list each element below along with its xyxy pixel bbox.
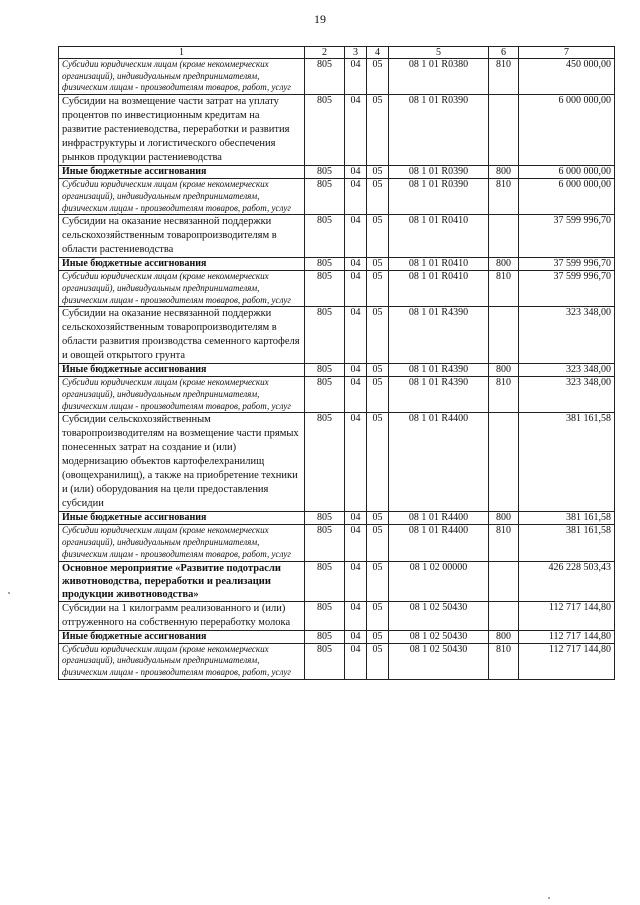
table-row [59,258,615,271]
section-code-cell: 805 [305,601,345,630]
scan-speck [117,213,119,215]
target-article-cell: 08 1 01 R0410 [389,215,489,258]
subsection-code-cell: 04 [345,95,367,166]
amount-cell: 6 000 000,00 [519,95,615,166]
target-article-cell: 08 1 02 50430 [389,601,489,630]
row-name-cell: Субсидии на оказание несвязанной поддержки сельскохозяйственным товаропроизводителям в области развития производства семенного картофеля и овощей открытого грунта [59,307,305,364]
table-row [59,643,615,679]
row-name-cell: Иные бюджетные ассигнования [59,630,305,643]
table-row [59,364,615,377]
table-row [59,179,615,215]
budget-table [58,46,615,680]
subsection-code-cell: 04 [345,561,367,601]
section-code-cell: 805 [305,215,345,258]
expense-type-cell [489,413,519,512]
expense-type-cell: 810 [489,179,519,215]
amount-cell: 112 717 144,80 [519,601,615,630]
table-row [59,413,615,512]
target-article-cell: 08 1 01 R4400 [389,413,489,512]
table-row [59,525,615,561]
section-code-cell: 805 [305,95,345,166]
section-code-cell: 805 [305,258,345,271]
subsection2-code-cell: 05 [367,215,389,258]
amount-cell: 450 000,00 [519,59,615,95]
table-row [59,377,615,413]
subsection-code-cell: 04 [345,307,367,364]
amount-cell: 37 599 996,70 [519,258,615,271]
row-name-cell: Иные бюджетные ассигнования [59,364,305,377]
section-code-cell: 805 [305,166,345,179]
subsection2-code-cell: 05 [367,525,389,561]
table-row [59,561,615,601]
subsection-code-cell: 04 [345,166,367,179]
expense-type-cell: 810 [489,377,519,413]
subsection2-code-cell: 05 [367,630,389,643]
subsection-code-cell: 04 [345,215,367,258]
amount-cell: 6 000 000,00 [519,166,615,179]
subsection2-code-cell: 05 [367,307,389,364]
section-code-cell: 805 [305,525,345,561]
subsection-code-cell: 04 [345,271,367,307]
target-article-cell: 08 1 01 R0380 [389,59,489,95]
table-row [59,307,615,364]
amount-cell: 426 228 503,43 [519,561,615,601]
expense-type-cell: 810 [489,525,519,561]
table-header-row [59,47,615,59]
subsection2-code-cell: 05 [367,601,389,630]
amount-cell: 381 161,58 [519,525,615,561]
target-article-cell: 08 1 01 R4400 [389,525,489,561]
table-row [59,59,615,95]
section-code-cell: 805 [305,271,345,307]
amount-cell: 381 161,58 [519,512,615,525]
expense-type-cell: 800 [489,258,519,271]
table-row [59,271,615,307]
header-cell: 1 [59,47,305,59]
section-code-cell: 805 [305,179,345,215]
subsection-code-cell: 04 [345,377,367,413]
amount-cell: 381 161,58 [519,413,615,512]
subsection2-code-cell: 05 [367,258,389,271]
expense-type-cell: 800 [489,630,519,643]
target-article-cell: 08 1 01 R4390 [389,364,489,377]
target-article-cell: 08 1 01 R4400 [389,512,489,525]
header-cell: 5 [389,47,489,59]
row-name-cell: Субсидии на оказание несвязанной поддержки сельскохозяйственным товаропроизводителям в области растениеводства [59,215,305,258]
amount-cell: 323 348,00 [519,364,615,377]
target-article-cell: 08 1 02 50430 [389,643,489,679]
table-row [59,166,615,179]
amount-cell: 323 348,00 [519,307,615,364]
row-name-cell: Субсидии юридическим лицам (кроме некоммерческих организаций), индивидуальным предпринимателям, физическим лицам - производителям товаров, работ, услуг [59,59,305,95]
target-article-cell: 08 1 01 R0410 [389,258,489,271]
expense-type-cell [489,95,519,166]
subsection-code-cell: 04 [345,258,367,271]
expense-type-cell: 810 [489,643,519,679]
expense-type-cell: 800 [489,166,519,179]
row-name-cell: Субсидии юридическим лицам (кроме некоммерческих организаций), индивидуальным предпринимателям, физическим лицам - производителям товаров, работ, услуг [59,643,305,679]
subsection-code-cell: 04 [345,59,367,95]
amount-cell: 112 717 144,80 [519,643,615,679]
table-row [59,630,615,643]
expense-type-cell: 810 [489,59,519,95]
subsection2-code-cell: 05 [367,166,389,179]
section-code-cell: 805 [305,413,345,512]
table-row [59,601,615,630]
table-row [59,215,615,258]
subsection2-code-cell: 05 [367,364,389,377]
row-name-cell: Иные бюджетные ассигнования [59,166,305,179]
header-cell: 6 [489,47,519,59]
amount-cell: 6 000 000,00 [519,179,615,215]
subsection-code-cell: 04 [345,643,367,679]
expense-type-cell: 800 [489,364,519,377]
expense-type-cell: 800 [489,512,519,525]
expense-type-cell: 810 [489,271,519,307]
target-article-cell: 08 1 01 R4390 [389,307,489,364]
section-code-cell: 805 [305,307,345,364]
target-article-cell: 08 1 02 00000 [389,561,489,601]
subsection-code-cell: 04 [345,601,367,630]
target-article-cell: 08 1 02 50430 [389,630,489,643]
amount-cell: 37 599 996,70 [519,215,615,258]
expense-type-cell [489,561,519,601]
section-code-cell: 805 [305,364,345,377]
subsection2-code-cell: 05 [367,643,389,679]
row-name-cell: Субсидии на 1 килограмм реализованного и (или) отгруженного на собственную переработку молока [59,601,305,630]
section-code-cell: 805 [305,377,345,413]
subsection-code-cell: 04 [345,179,367,215]
header-cell: 4 [367,47,389,59]
subsection-code-cell: 04 [345,364,367,377]
amount-cell: 112 717 144,80 [519,630,615,643]
expense-type-cell [489,601,519,630]
row-name-cell: Субсидии юридическим лицам (кроме некоммерческих организаций), индивидуальным предпринимателям, физическим лицам - производителям товаров, работ, услуг [59,179,305,215]
section-code-cell: 805 [305,561,345,601]
row-name-cell: Основное мероприятие «Развитие подотрасли животноводства, переработки и реализации продукции животноводства» [59,561,305,601]
expense-type-cell [489,307,519,364]
expense-type-cell [489,215,519,258]
subsection2-code-cell: 05 [367,413,389,512]
header-cell: 7 [519,47,615,59]
subsection-code-cell: 04 [345,512,367,525]
header-cell: 3 [345,47,367,59]
page-number: 19 [314,12,326,26]
amount-cell: 37 599 996,70 [519,271,615,307]
subsection2-code-cell: 05 [367,377,389,413]
row-name-cell: Субсидии юридическим лицам (кроме некоммерческих организаций), индивидуальным предпринимателям, физическим лицам - производителям товаров, работ, услуг [59,377,305,413]
table-row [59,512,615,525]
subsection-code-cell: 04 [345,413,367,512]
subsection2-code-cell: 05 [367,59,389,95]
row-name-cell: Субсидии юридическим лицам (кроме некоммерческих организаций), индивидуальным предпринимателям, физическим лицам - производителям товаров, работ, услуг [59,525,305,561]
row-name-cell: Иные бюджетные ассигнования [59,258,305,271]
section-code-cell: 805 [305,59,345,95]
target-article-cell: 08 1 01 R4390 [389,377,489,413]
row-name-cell: Субсидии на возмещение части затрат на уплату процентов по инвестиционным кредитам на развитие растениеводства, переработки и развития инфраструктуры и логистического обеспечения рынков продукции растениеводства [59,95,305,166]
scan-speck [8,592,10,594]
subsection2-code-cell: 05 [367,512,389,525]
row-name-cell: Субсидии сельскохозяйственным товаропроизводителям на возмещение части прямых понесенных затрат на создание и (или) модернизацию объектов картофелехранилищ (овощехранилищ), а также на приобретение техники и (или) оборудования на цели предоставления субсидии [59,413,305,512]
section-code-cell: 805 [305,630,345,643]
table-row [59,95,615,166]
subsection2-code-cell: 05 [367,561,389,601]
subsection-code-cell: 04 [345,630,367,643]
row-name-cell: Иные бюджетные ассигнования [59,512,305,525]
target-article-cell: 08 1 01 R0410 [389,271,489,307]
section-code-cell: 805 [305,643,345,679]
subsection-code-cell: 04 [345,525,367,561]
subsection2-code-cell: 05 [367,271,389,307]
subsection2-code-cell: 05 [367,179,389,215]
subsection2-code-cell: 05 [367,95,389,166]
target-article-cell: 08 1 01 R0390 [389,179,489,215]
section-code-cell: 805 [305,512,345,525]
scan-speck [548,897,550,899]
target-article-cell: 08 1 01 R0390 [389,95,489,166]
row-name-cell: Субсидии юридическим лицам (кроме некоммерческих организаций), индивидуальным предпринимателям, физическим лицам - производителям товаров, работ, услуг [59,271,305,307]
header-cell: 2 [305,47,345,59]
amount-cell: 323 348,00 [519,377,615,413]
target-article-cell: 08 1 01 R0390 [389,166,489,179]
